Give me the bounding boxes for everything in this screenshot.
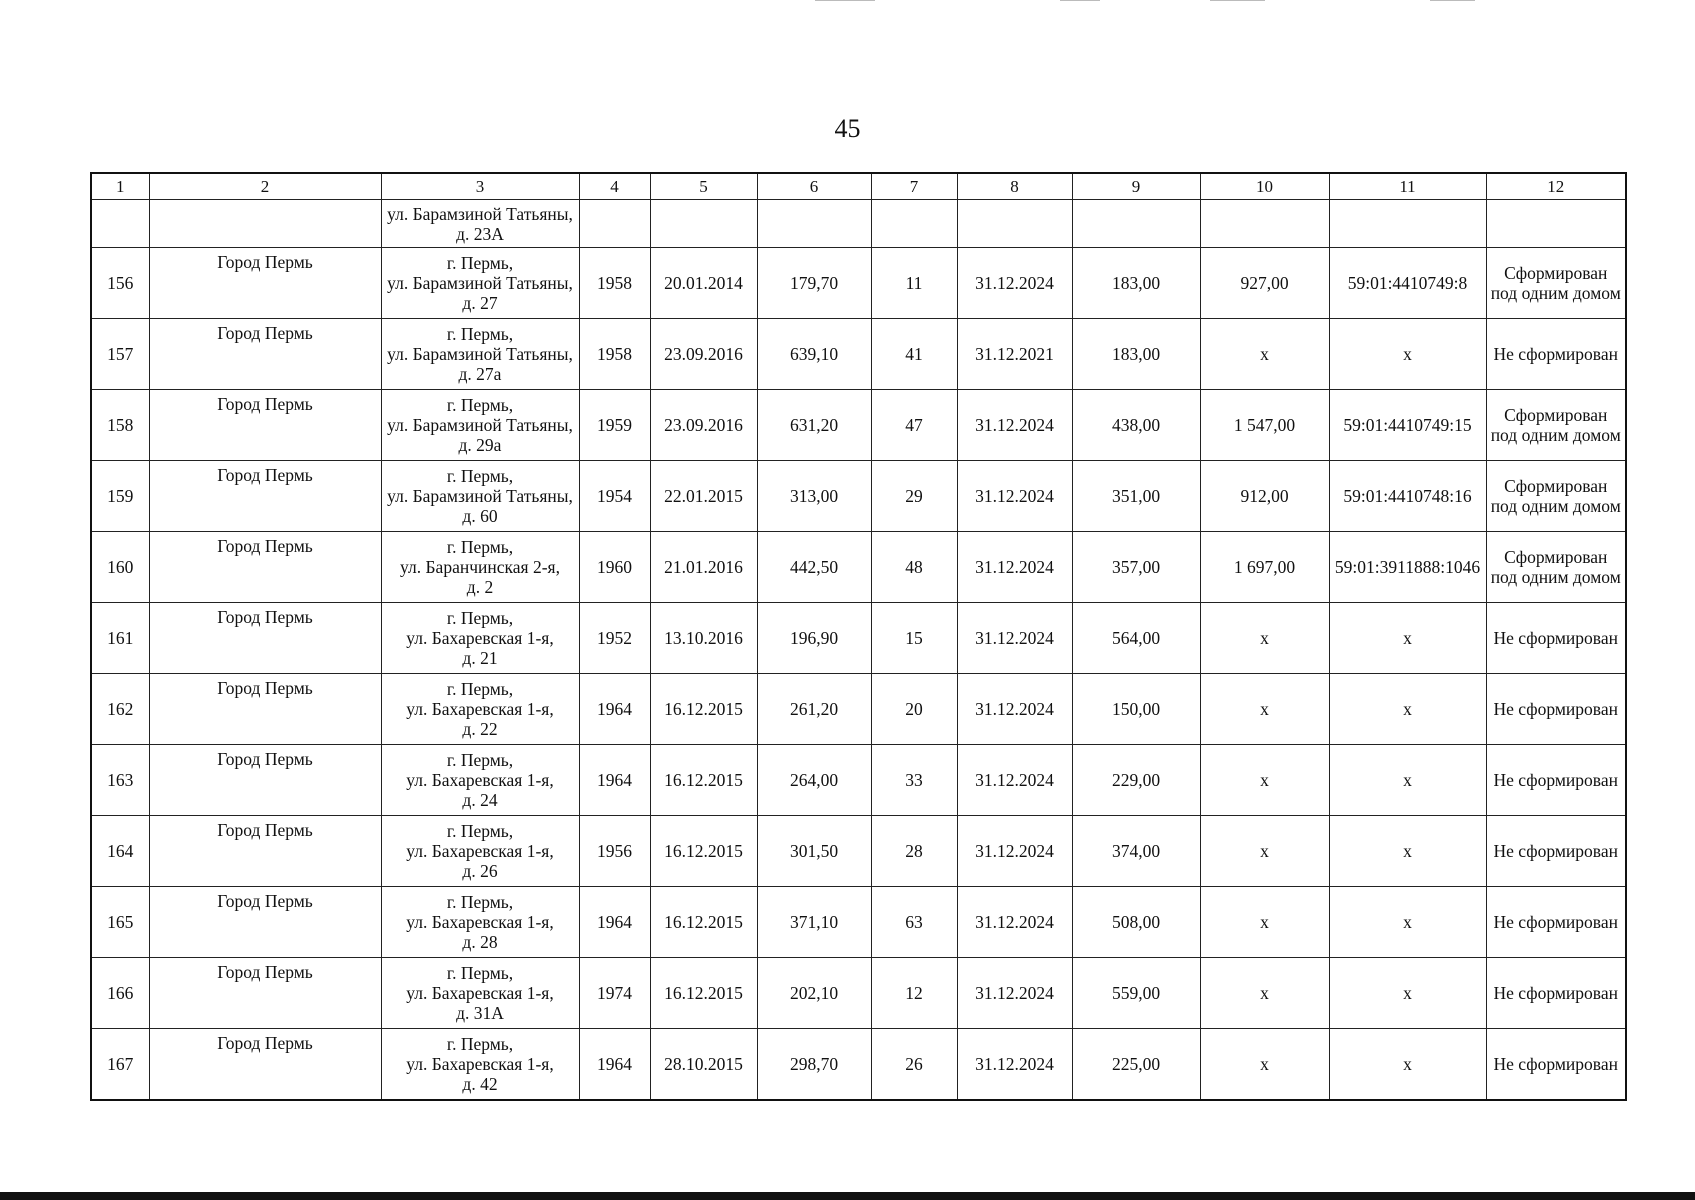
table-row (91, 390, 1626, 461)
cell-count: 11 (871, 248, 957, 319)
cell-address-line: ул. Барамзиной Татьяны, (387, 273, 573, 293)
cell-col9: 564,00 (1072, 603, 1200, 674)
cell-number: 160 (91, 532, 149, 603)
cell-empty (871, 200, 957, 248)
cell-area: 202,10 (757, 958, 871, 1029)
column-header: 11 (1329, 173, 1486, 200)
cell-municipality (149, 200, 381, 248)
cell-col9: 183,00 (1072, 319, 1200, 390)
cell-address-line: г. Пермь, (446, 537, 514, 557)
table-row (91, 958, 1626, 1029)
cell-col9: 150,00 (1072, 674, 1200, 745)
cell-status (1486, 958, 1626, 1029)
cell-date: 16.12.2015 (650, 816, 757, 887)
cell-plan-date: 31.12.2024 (957, 887, 1072, 958)
cell-address-line: г. Пермь, (446, 608, 514, 628)
column-header: 9 (1072, 173, 1200, 200)
cell-col10: х (1200, 603, 1329, 674)
cell-number: 167 (91, 1029, 149, 1101)
cell-address-line: г. Пермь, (446, 395, 514, 415)
cell-address (381, 390, 579, 461)
cell-status-line: Не сформирован (1493, 628, 1618, 648)
cell-col9: 357,00 (1072, 532, 1200, 603)
table-row (91, 745, 1626, 816)
address-line: д. 23А (456, 223, 504, 244)
cell-address-line: г. Пермь, (446, 1034, 514, 1054)
table-row (91, 248, 1626, 319)
cell-count: 63 (871, 887, 957, 958)
cell-number (91, 200, 149, 248)
cell-status-line: Сформирован (1504, 476, 1608, 496)
cell-date: 23.09.2016 (650, 390, 757, 461)
cell-number: 161 (91, 603, 149, 674)
cell-area: 179,70 (757, 248, 871, 319)
cell-address (381, 745, 579, 816)
cell-cadastral: 59:01:4410749:15 (1329, 390, 1486, 461)
cell-empty (1329, 200, 1486, 248)
cell-municipality: Город Пермь (149, 248, 381, 319)
cell-cadastral: х (1329, 319, 1486, 390)
cell-year: 1959 (579, 390, 650, 461)
cell-count: 41 (871, 319, 957, 390)
cell-count: 33 (871, 745, 957, 816)
table-row (91, 674, 1626, 745)
cell-col9: 559,00 (1072, 958, 1200, 1029)
cell-address-line: г. Пермь, (446, 679, 514, 699)
cell-address (381, 816, 579, 887)
cell-col9: 508,00 (1072, 887, 1200, 958)
cell-address (381, 674, 579, 745)
cell-col9: 183,00 (1072, 248, 1200, 319)
cell-status-line: Сформирован (1504, 547, 1608, 567)
cell-cadastral: 59:01:3911888:1046 (1329, 532, 1486, 603)
housing-table (90, 172, 1627, 1101)
cell-cadastral: 59:01:4410748:16 (1329, 461, 1486, 532)
cell-plan-date: 31.12.2024 (957, 461, 1072, 532)
cell-status (1486, 745, 1626, 816)
cell-municipality: Город Пермь (149, 745, 381, 816)
cell-status-line: Не сформирован (1493, 841, 1618, 861)
cell-address-line: ул. Бахаревская 1-я, (406, 770, 554, 790)
cell-status (1486, 390, 1626, 461)
cell-year: 1954 (579, 461, 650, 532)
cell-status-line: под одним домом (1490, 283, 1621, 303)
cell-address-line: д. 21 (462, 648, 498, 668)
cell-empty (757, 200, 871, 248)
cell-address (381, 887, 579, 958)
cell-address-line: г. Пермь, (446, 821, 514, 841)
cell-plan-date: 31.12.2024 (957, 248, 1072, 319)
cell-area: 298,70 (757, 1029, 871, 1101)
cell-area: 196,90 (757, 603, 871, 674)
cell-area: 631,20 (757, 390, 871, 461)
cell-address-line: г. Пермь, (446, 324, 514, 344)
cell-cadastral: х (1329, 603, 1486, 674)
cell-address-line: ул. Бахаревская 1-я, (406, 699, 554, 719)
cell-cadastral: х (1329, 816, 1486, 887)
column-header: 3 (381, 173, 579, 200)
cell-address-line: г. Пермь, (446, 253, 514, 273)
continuation-row (91, 200, 1626, 248)
cell-address-line: ул. Бахаревская 1-я, (406, 628, 554, 648)
cell-date: 16.12.2015 (650, 958, 757, 1029)
cell-date: 16.12.2015 (650, 674, 757, 745)
cell-count: 28 (871, 816, 957, 887)
cell-status (1486, 319, 1626, 390)
cell-number: 158 (91, 390, 149, 461)
cell-municipality: Город Пермь (149, 674, 381, 745)
cell-empty (579, 200, 650, 248)
cell-status-line: под одним домом (1490, 496, 1621, 516)
cell-col10: 912,00 (1200, 461, 1329, 532)
cell-area: 371,10 (757, 887, 871, 958)
cell-address-line: ул. Баранчинская 2-я, (400, 557, 560, 577)
cell-address-line: г. Пермь, (446, 466, 514, 486)
table-row (91, 887, 1626, 958)
cell-address-line: д. 24 (462, 790, 498, 810)
cell-year: 1956 (579, 816, 650, 887)
column-header: 7 (871, 173, 957, 200)
table-row (91, 532, 1626, 603)
cell-address-line: ул. Барамзиной Татьяны, (387, 415, 573, 435)
cell-year: 1964 (579, 1029, 650, 1101)
cell-year: 1964 (579, 745, 650, 816)
cell-cadastral: х (1329, 674, 1486, 745)
cell-col9: 374,00 (1072, 816, 1200, 887)
cell-col10: 1 697,00 (1200, 532, 1329, 603)
cell-status-line: под одним домом (1490, 425, 1621, 445)
cell-address-line: д. 2 (466, 577, 494, 597)
cell-area: 301,50 (757, 816, 871, 887)
cell-address-line: д. 26 (462, 861, 498, 881)
cell-col10: х (1200, 958, 1329, 1029)
cell-address (381, 603, 579, 674)
cell-address-line: г. Пермь, (446, 963, 514, 983)
cell-empty (650, 200, 757, 248)
table-row (91, 1029, 1626, 1101)
cell-empty (957, 200, 1072, 248)
cell-area: 313,00 (757, 461, 871, 532)
cell-count: 15 (871, 603, 957, 674)
cell-municipality: Город Пермь (149, 461, 381, 532)
cell-col10: х (1200, 319, 1329, 390)
cell-address-line: ул. Бахаревская 1-я, (406, 983, 554, 1003)
cell-count: 26 (871, 1029, 957, 1101)
cell-empty (1072, 200, 1200, 248)
cell-municipality: Город Пермь (149, 603, 381, 674)
cell-municipality: Город Пермь (149, 958, 381, 1029)
cell-address-line: г. Пермь, (446, 750, 514, 770)
cell-date: 21.01.2016 (650, 532, 757, 603)
cell-count: 29 (871, 461, 957, 532)
cell-count: 12 (871, 958, 957, 1029)
cell-address-line: д. 29а (458, 435, 502, 455)
cell-plan-date: 31.12.2024 (957, 674, 1072, 745)
cell-plan-date: 31.12.2024 (957, 816, 1072, 887)
column-header: 10 (1200, 173, 1329, 200)
cell-status-line: Не сформирован (1493, 983, 1618, 1003)
cell-address-line: ул. Бахаревская 1-я, (406, 841, 554, 861)
cell-municipality: Город Пермь (149, 532, 381, 603)
cell-status-line: Не сформирован (1493, 344, 1618, 364)
cell-municipality: Город Пермь (149, 390, 381, 461)
cell-status (1486, 887, 1626, 958)
cell-address-line: ул. Бахаревская 1-я, (406, 1054, 554, 1074)
cell-plan-date: 31.12.2024 (957, 958, 1072, 1029)
column-header: 8 (957, 173, 1072, 200)
cell-plan-date: 31.12.2021 (957, 319, 1072, 390)
cell-col9: 351,00 (1072, 461, 1200, 532)
cell-address-line: г. Пермь, (446, 892, 514, 912)
cell-year: 1960 (579, 532, 650, 603)
cell-number: 159 (91, 461, 149, 532)
cell-empty (1486, 200, 1626, 248)
cell-plan-date: 31.12.2024 (957, 1029, 1072, 1101)
cell-address-line: д. 42 (462, 1074, 498, 1094)
cell-date: 16.12.2015 (650, 745, 757, 816)
cell-address (381, 1029, 579, 1101)
cell-number: 165 (91, 887, 149, 958)
page-number: 45 (834, 114, 861, 143)
cell-cadastral: х (1329, 745, 1486, 816)
cell-col10: х (1200, 1029, 1329, 1101)
cell-number: 162 (91, 674, 149, 745)
cell-status-line: под одним домом (1490, 567, 1621, 587)
cell-status (1486, 248, 1626, 319)
cell-plan-date: 31.12.2024 (957, 603, 1072, 674)
cell-status (1486, 1029, 1626, 1101)
cell-address (381, 319, 579, 390)
cell-area: 442,50 (757, 532, 871, 603)
cell-count: 47 (871, 390, 957, 461)
column-header: 2 (149, 173, 381, 200)
cell-col10: х (1200, 745, 1329, 816)
cell-address (381, 200, 579, 248)
table-row (91, 319, 1626, 390)
cell-number: 163 (91, 745, 149, 816)
cell-municipality: Город Пермь (149, 816, 381, 887)
cell-address-line: ул. Бахаревская 1-я, (406, 912, 554, 932)
cell-address (381, 958, 579, 1029)
cell-year: 1952 (579, 603, 650, 674)
cell-number: 157 (91, 319, 149, 390)
cell-status-line: Сформирован (1504, 263, 1608, 283)
cell-date: 13.10.2016 (650, 603, 757, 674)
cell-col9: 225,00 (1072, 1029, 1200, 1101)
cell-plan-date: 31.12.2024 (957, 745, 1072, 816)
cell-col10: х (1200, 887, 1329, 958)
cell-year: 1958 (579, 319, 650, 390)
cell-year: 1964 (579, 887, 650, 958)
cell-cadastral: х (1329, 1029, 1486, 1101)
cell-address-line: ул. Барамзиной Татьяны, (387, 486, 573, 506)
cell-col10: 927,00 (1200, 248, 1329, 319)
cell-address-line: ул. Барамзиной Татьяны, (387, 344, 573, 364)
cell-col9: 438,00 (1072, 390, 1200, 461)
header-row (91, 173, 1626, 200)
cell-address-line: д. 60 (462, 506, 498, 526)
cell-date: 20.01.2014 (650, 248, 757, 319)
cell-status (1486, 532, 1626, 603)
cell-year: 1974 (579, 958, 650, 1029)
cell-status (1486, 461, 1626, 532)
column-header: 6 (757, 173, 871, 200)
cell-status-line: Не сформирован (1493, 1054, 1618, 1074)
cell-status (1486, 816, 1626, 887)
cell-area: 261,20 (757, 674, 871, 745)
cell-number: 164 (91, 816, 149, 887)
cell-col9: 229,00 (1072, 745, 1200, 816)
cell-address-line: д. 27 (462, 293, 498, 313)
address-line: ул. Барамзиной Татьяны, (387, 203, 573, 224)
column-header: 1 (91, 173, 149, 200)
cell-address (381, 532, 579, 603)
column-header: 12 (1486, 173, 1626, 200)
cell-municipality: Город Пермь (149, 887, 381, 958)
cell-address-line: д. 22 (462, 719, 498, 739)
cell-address (381, 461, 579, 532)
table-row (91, 816, 1626, 887)
cell-address-line: д. 28 (462, 932, 498, 952)
cell-status (1486, 603, 1626, 674)
cell-date: 23.09.2016 (650, 319, 757, 390)
cell-cadastral: х (1329, 887, 1486, 958)
cell-address-line: д. 27а (458, 364, 502, 384)
column-header: 5 (650, 173, 757, 200)
cell-plan-date: 31.12.2024 (957, 390, 1072, 461)
cell-status-line: Не сформирован (1493, 699, 1618, 719)
cell-address-line: д. 31А (456, 1003, 504, 1023)
scan-edge (0, 1192, 1695, 1200)
cell-municipality: Город Пермь (149, 319, 381, 390)
cell-count: 20 (871, 674, 957, 745)
scan-artifacts (0, 0, 1695, 2)
cell-year: 1958 (579, 248, 650, 319)
cell-plan-date: 31.12.2024 (957, 532, 1072, 603)
cell-status (1486, 674, 1626, 745)
cell-status-line: Не сформирован (1493, 770, 1618, 790)
cell-status-line: Не сформирован (1493, 912, 1618, 932)
cell-cadastral: х (1329, 958, 1486, 1029)
cell-area: 639,10 (757, 319, 871, 390)
table-row (91, 603, 1626, 674)
cell-area: 264,00 (757, 745, 871, 816)
table-row (91, 461, 1626, 532)
cell-col10: 1 547,00 (1200, 390, 1329, 461)
cell-date: 16.12.2015 (650, 887, 757, 958)
cell-date: 22.01.2015 (650, 461, 757, 532)
cell-col10: х (1200, 816, 1329, 887)
cell-empty (1200, 200, 1329, 248)
cell-address (381, 248, 579, 319)
cell-municipality: Город Пермь (149, 1029, 381, 1101)
cell-status-line: Сформирован (1504, 405, 1608, 425)
cell-col10: х (1200, 674, 1329, 745)
cell-date: 28.10.2015 (650, 1029, 757, 1101)
column-header: 4 (579, 173, 650, 200)
cell-number: 166 (91, 958, 149, 1029)
cell-number: 156 (91, 248, 149, 319)
cell-cadastral: 59:01:4410749:8 (1329, 248, 1486, 319)
cell-count: 48 (871, 532, 957, 603)
cell-year: 1964 (579, 674, 650, 745)
